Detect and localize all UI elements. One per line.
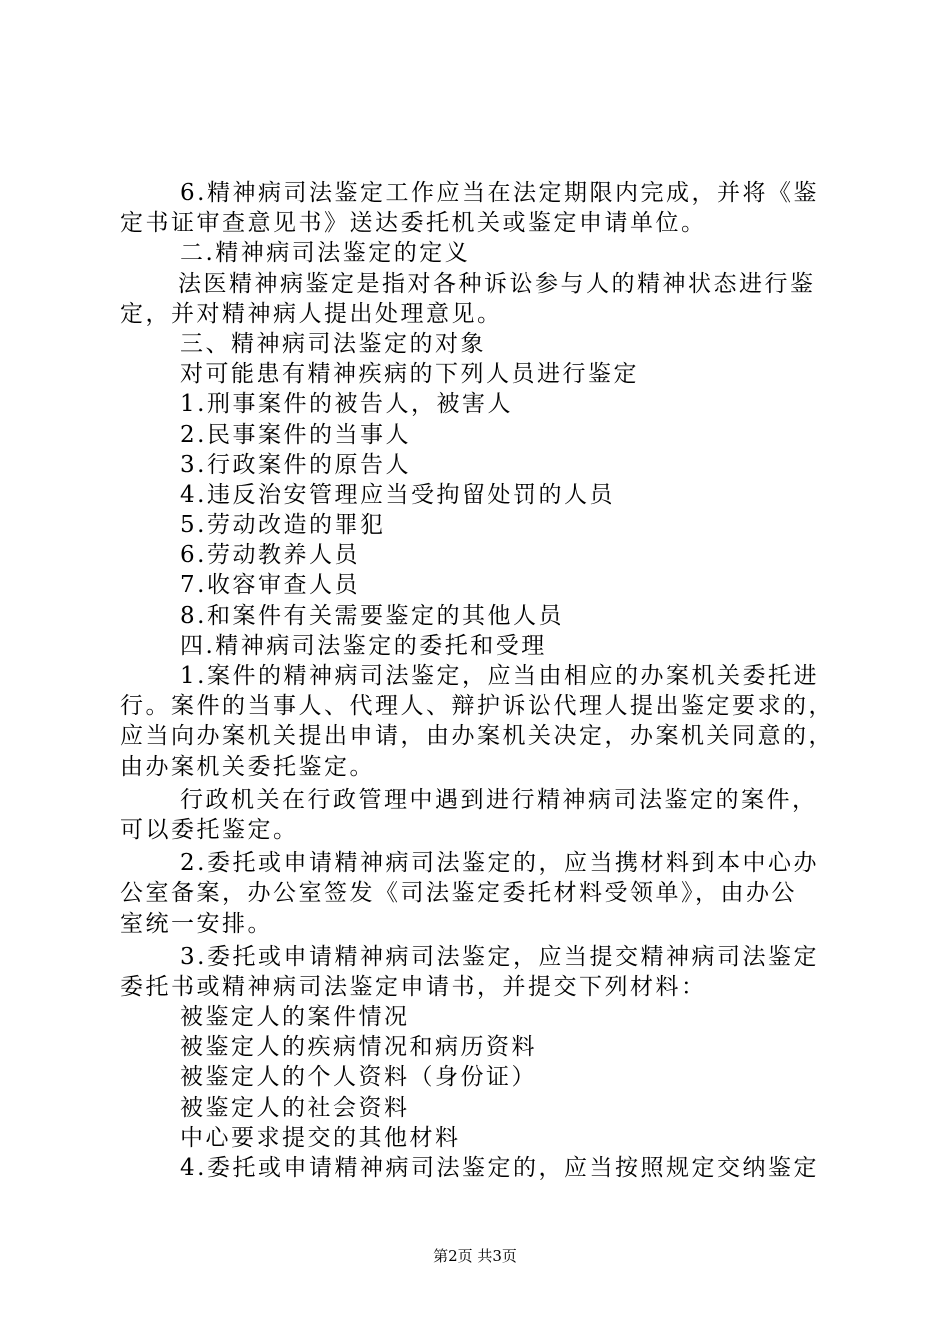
list-item: 6.劳动教养人员 <box>180 542 360 569</box>
paragraph-line: 室统一安排。 <box>120 910 273 937</box>
section-heading: 四.精神病司法鉴定的委托和受理 <box>180 632 547 659</box>
paragraph-line: 由办案机关委托鉴定。 <box>120 753 375 780</box>
list-item: 被鉴定人的案件情况 <box>180 1004 410 1031</box>
paragraph-line: 法医精神病鉴定是指对各种诉讼参与人的精神状态进行鉴 <box>178 270 816 297</box>
paragraph-line: 2.委托或申请精神病司法鉴定的，应当携材料到本中心办 <box>180 850 819 877</box>
paragraph-line: 对可能患有精神疾病的下列人员进行鉴定 <box>180 361 639 388</box>
paragraph-line: 行。案件的当事人、代理人、辩护诉讼代理人提出鉴定要求的， <box>120 693 834 720</box>
paragraph-line: 定，并对精神病人提出处理意见。 <box>120 300 503 327</box>
paragraph-line: 1.案件的精神病司法鉴定，应当由相应的办案机关委托进 <box>180 663 819 689</box>
paragraph-line: 可以委托鉴定。 <box>120 816 299 843</box>
section-heading: 三、精神病司法鉴定的对象 <box>180 330 486 357</box>
list-item: 5.劳动改造的罪犯 <box>180 512 386 539</box>
paragraph-line: 行政机关在行政管理中遇到进行精神病司法鉴定的案件， <box>180 786 818 813</box>
paragraph-line: 应当向办案机关提出申请，由办案机关决定，办案机关同意的， <box>120 723 834 750</box>
paragraph-line: 4.委托或申请精神病司法鉴定的，应当按照规定交纳鉴定 <box>180 1155 819 1181</box>
list-item: 2.民事案件的当事人 <box>180 421 411 448</box>
document-body <box>120 178 832 1183</box>
list-item: 被鉴定人的个人资料（身份证） <box>180 1064 537 1091</box>
paragraph-line: 6.精神病司法鉴定工作应当在法定期限内完成，并将《鉴 <box>180 180 819 206</box>
list-item: 7.收容审查人员 <box>180 572 360 599</box>
section-heading: 二.精神病司法鉴定的定义 <box>180 240 471 267</box>
paragraph-line: 3.委托或申请精神病司法鉴定，应当提交精神病司法鉴定 <box>180 943 819 970</box>
paragraph-line: 公室备案，办公室签发《司法鉴定委托材料受领单》，由办公 <box>120 880 797 907</box>
list-item: 3.行政案件的原告人 <box>180 451 411 478</box>
list-item: 8.和案件有关需要鉴定的其他人员 <box>180 602 564 629</box>
paragraph-line: 委托书或精神病司法鉴定申请书，并提交下列材料： <box>120 973 707 1000</box>
page-number: 第2页 共3页 <box>433 1247 517 1265</box>
list-item: 被鉴定人的社会资料 <box>180 1094 410 1121</box>
list-item: 4.违反治安管理应当受拘留处罚的人员 <box>180 481 615 508</box>
list-item: 1.刑事案件的被告人，被害人 <box>180 391 513 418</box>
list-item: 被鉴定人的疾病情况和病历资料 <box>180 1034 537 1061</box>
paragraph-line: 定书证审查意见书》送达委托机关或鉴定申请单位。 <box>120 210 707 237</box>
list-item: 中心要求提交的其他材料 <box>180 1124 461 1151</box>
